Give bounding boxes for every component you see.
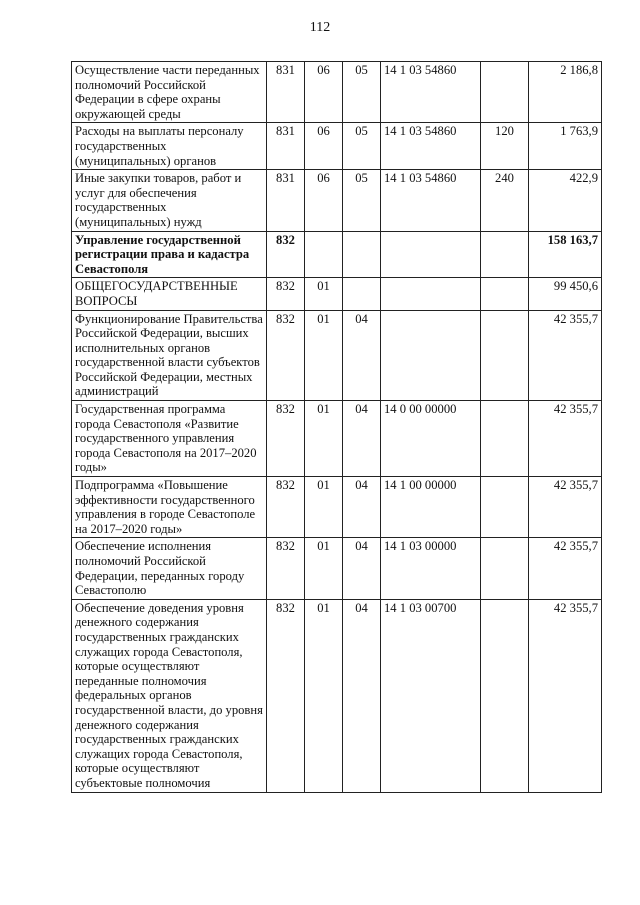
row-grbs: 832 <box>267 401 305 477</box>
row-amount: 158 163,7 <box>529 231 602 278</box>
row-expense-type: 120 <box>481 123 529 170</box>
page-number: 112 <box>309 20 331 35</box>
row-subsection: 05 <box>343 170 381 231</box>
row-grbs: 831 <box>267 123 305 170</box>
row-target-article: 14 1 03 00000 <box>381 538 481 599</box>
row-amount: 42 355,7 <box>529 401 602 477</box>
row-name: Обеспечение исполнения полномочий Российской Федерации, переданных городу Севастополю <box>72 538 267 599</box>
row-subsection: 05 <box>343 123 381 170</box>
row-grbs: 832 <box>267 538 305 599</box>
row-subsection: 05 <box>343 62 381 123</box>
table-row <box>72 477 602 538</box>
row-target-article: 14 1 00 00000 <box>381 477 481 538</box>
row-name: Расходы на выплаты персоналу государственных (муниципальных) органов <box>72 123 267 170</box>
row-amount: 422,9 <box>529 170 602 231</box>
row-target-article: 14 1 03 54860 <box>381 123 481 170</box>
row-expense-type <box>481 62 529 123</box>
row-section: 01 <box>305 599 343 792</box>
row-name: Иные закупки товаров, работ и услуг для обеспечения государственных (муниципальных) нужд <box>72 170 267 231</box>
table-body <box>72 62 602 793</box>
row-target-article: 14 1 03 00700 <box>381 599 481 792</box>
table-row <box>72 599 602 792</box>
table-row <box>72 170 602 231</box>
table-row <box>72 231 602 278</box>
row-name: Государственная программа города Севастополя «Развитие государственного управления города Севастополя на 2017–2020 годы» <box>72 401 267 477</box>
row-section: 06 <box>305 123 343 170</box>
row-section: 01 <box>305 278 343 310</box>
row-expense-type <box>481 401 529 477</box>
table-row <box>72 278 602 310</box>
row-name: ОБЩЕГОСУДАРСТВЕННЫЕ ВОПРОСЫ <box>72 278 267 310</box>
row-amount: 99 450,6 <box>529 278 602 310</box>
row-grbs: 832 <box>267 599 305 792</box>
row-name: Управление государственной регистрации права и кадастра Севастополя <box>72 231 267 278</box>
row-amount: 42 355,7 <box>529 310 602 401</box>
table-row <box>72 310 602 401</box>
row-expense-type <box>481 278 529 310</box>
table-row <box>72 538 602 599</box>
row-grbs: 832 <box>267 278 305 310</box>
row-subsection <box>343 231 381 278</box>
row-section <box>305 231 343 278</box>
row-amount: 42 355,7 <box>529 538 602 599</box>
row-expense-type <box>481 231 529 278</box>
row-amount: 42 355,7 <box>529 477 602 538</box>
row-subsection: 04 <box>343 310 381 401</box>
row-expense-type <box>481 599 529 792</box>
row-subsection: 04 <box>343 599 381 792</box>
row-target-article <box>381 231 481 278</box>
row-section: 01 <box>305 310 343 401</box>
row-target-article: 14 0 00 00000 <box>381 401 481 477</box>
row-expense-type <box>481 477 529 538</box>
row-amount: 1 763,9 <box>529 123 602 170</box>
row-grbs: 831 <box>267 62 305 123</box>
row-amount: 42 355,7 <box>529 599 602 792</box>
row-expense-type <box>481 538 529 599</box>
row-target-article <box>381 278 481 310</box>
row-section: 01 <box>305 401 343 477</box>
row-target-article: 14 1 03 54860 <box>381 62 481 123</box>
row-subsection: 04 <box>343 477 381 538</box>
row-subsection: 04 <box>343 401 381 477</box>
row-subsection <box>343 278 381 310</box>
row-section: 06 <box>305 62 343 123</box>
row-grbs: 832 <box>267 477 305 538</box>
row-expense-type <box>481 310 529 401</box>
table-row <box>72 123 602 170</box>
row-grbs: 832 <box>267 310 305 401</box>
budget-table <box>71 61 602 793</box>
row-name: Обеспечение доведения уровня денежного содержания государственных гражданских служащих города Севастополя, которые осуществляют переданные полномочия федеральных органов государственной власти, до уровня денежного содержания государственных гражданских служащих города Севастополя, которые осуществляют субъектовые полномочия <box>72 599 267 792</box>
row-name: Функционирование Правительства Российской Федерации, высших исполнительных органов государственной власти субъектов Российской Федерации, местных администраций <box>72 310 267 401</box>
row-section: 06 <box>305 170 343 231</box>
table-row <box>72 62 602 123</box>
row-target-article: 14 1 03 54860 <box>381 170 481 231</box>
row-expense-type: 240 <box>481 170 529 231</box>
row-target-article <box>381 310 481 401</box>
table-row <box>72 401 602 477</box>
row-grbs: 832 <box>267 231 305 278</box>
row-amount: 2 186,8 <box>529 62 602 123</box>
row-grbs: 831 <box>267 170 305 231</box>
row-section: 01 <box>305 538 343 599</box>
row-section: 01 <box>305 477 343 538</box>
row-subsection: 04 <box>343 538 381 599</box>
row-name: Подпрограмма «Повышение эффективности государственного управления в городе Севастополе на 2017–2020 годы» <box>72 477 267 538</box>
row-name: Осуществление части переданных полномочий Российской Федерации в сфере охраны окружающей среды <box>72 62 267 123</box>
